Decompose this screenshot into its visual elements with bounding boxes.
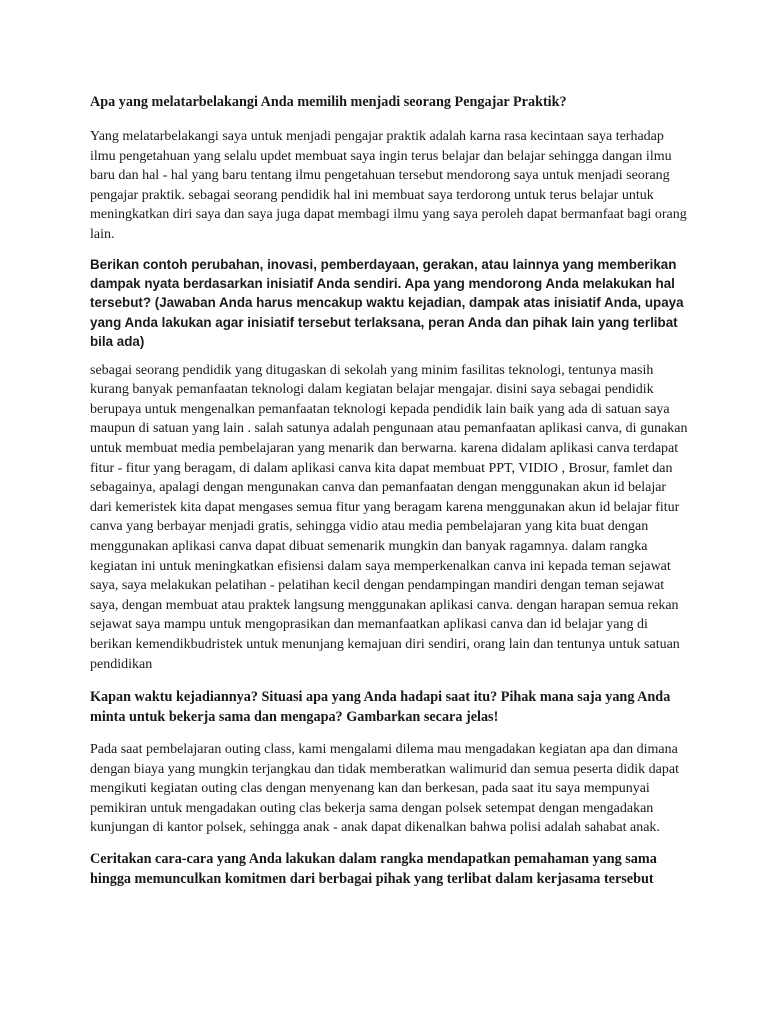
answer-3: Pada saat pembelajaran outing class, kami mengalami dilema mau mengadakan kegiatan apa dan dimana dengan biaya yang mungkin terjangkau dan tidak memberatkan walimurid dan semua peserta didik dapat mengikuti kegiatan outing clas dengan menyenang kan dan berkesan, pada saat itu saya mempunyai pemikiran untuk mengadakan outing clas bekerja sama dengan polsek setempat dengan mengadakan kunjungan di kantor polsek, sehingga anak - anak dapat dikenalkan bahwa polisi adalah sahabat anak. bbox=[90, 742, 679, 836]
answer-2: sebagai seorang pendidik yang ditugaskan di sekolah yang minim fasilitas teknologi, tentunya masih kurang banyak pemanfaatan teknologi dalam kegiatan belajar mengajar. disini saya sebagai pendidik berupaya untuk mengenalkan pemanfaatan teknologi kepada pendidik lain baik yang ada di satuan saya maupun di satuan yang lain . salah satunya adalah pengunaan atau pemanfaatan aplikasi canva, di gunakan untuk membuat media pembelajaran yang menarik dan berwarna. karena didalam aplikasi canva terdapat fitur - fitur yang beragam, di dalam aplikasi canva kita dapat membuat PPT, VIDIO , Brosur, famlet dan sebagainya, apalagi dengan mengunakan canva dan pemanfaatan dengan menggunakan akun id belajar dari kemeristek kita dapat mengases semua fitur yang beragam karena menggunakan akun id belajar fitur canva yang berbayar menjadi gratis, sehingga vidio atau media pembelajaran yang kita buat dengan menggunakan aplikasi canva dapat dibuat semenarik mungkin dan banyak ragamnya. dalam rangka kegiatan ini untuk meningkatkan efisiensi dalam saya memperkenalkan canva ini kepada teman sejawat saya, saya melakukan pelatihan - pelatihan kecil dengan pendampingan mandiri dengan teman sejawat saya, dengan membuat atau praktek langsung menggunakan aplikasi canva. dengan harapan semua rekan sejawat saya mampu untuk mengoprasikan dan memanfaatkan aplikasi canva dan id belajar yang di berikan kemendikbudristek untuk menunjang kemajuan diri sendiri, orang lain dan tentunya untuk satuan pendidikan bbox=[90, 362, 688, 672]
question-2: Berikan contoh perubahan, inovasi, pemberdayaan, gerakan, atau lainnya yang memberikan dampak nyata berdasarkan inisiatif Anda sendiri. Apa yang mendorong Anda melakukan hal tersebut? (Jawaban Anda harus mencakup waktu kejadian, dampak atas inisiatif Anda, upaya yang Anda lakukan agar inisiatif tersebut terlaksana, peran Anda dan pihak lain yang terlibat bila ada) bbox=[90, 256, 684, 350]
question-4: Ceritakan cara-cara yang Anda lakukan dalam rangka mendapatkan pemahaman yang sama hingga memunculkan komitmen dari berbagai pihak yang terlibat dalam kerjasama tersebut bbox=[90, 851, 657, 888]
question-3: Kapan waktu kejadiannya? Situasi apa yang Anda hadapi saat itu? Pihak mana saja yang Anda minta untuk bekerja sama dan mengapa? Gambarkan secara jelas! bbox=[90, 689, 671, 726]
question-1: Apa yang melatarbelakangi Anda memilih menjadi seorang Pengajar Praktik? bbox=[90, 94, 567, 110]
answer-1: Yang melatarbelakangi saya untuk menjadi pengajar praktik adalah karna rasa kecintaan saya terhadap ilmu pengetahuan yang selalu updet membuat saya ingin terus belajar dan belajar sehingga dangan ilmu baru dan hal - hal yang baru tentang ilmu pengetahuan tersebut mendorong saya untuk menjadi seorang pengajar praktik. sebagai seorang pendidik hal ini membuat saya terdorong untuk terus belajar untuk meningkatkan diri saya dan saya juga dapat membagi ilmu yang saya peroleh dapat bermanfaat bagi orang lain. bbox=[90, 129, 687, 242]
